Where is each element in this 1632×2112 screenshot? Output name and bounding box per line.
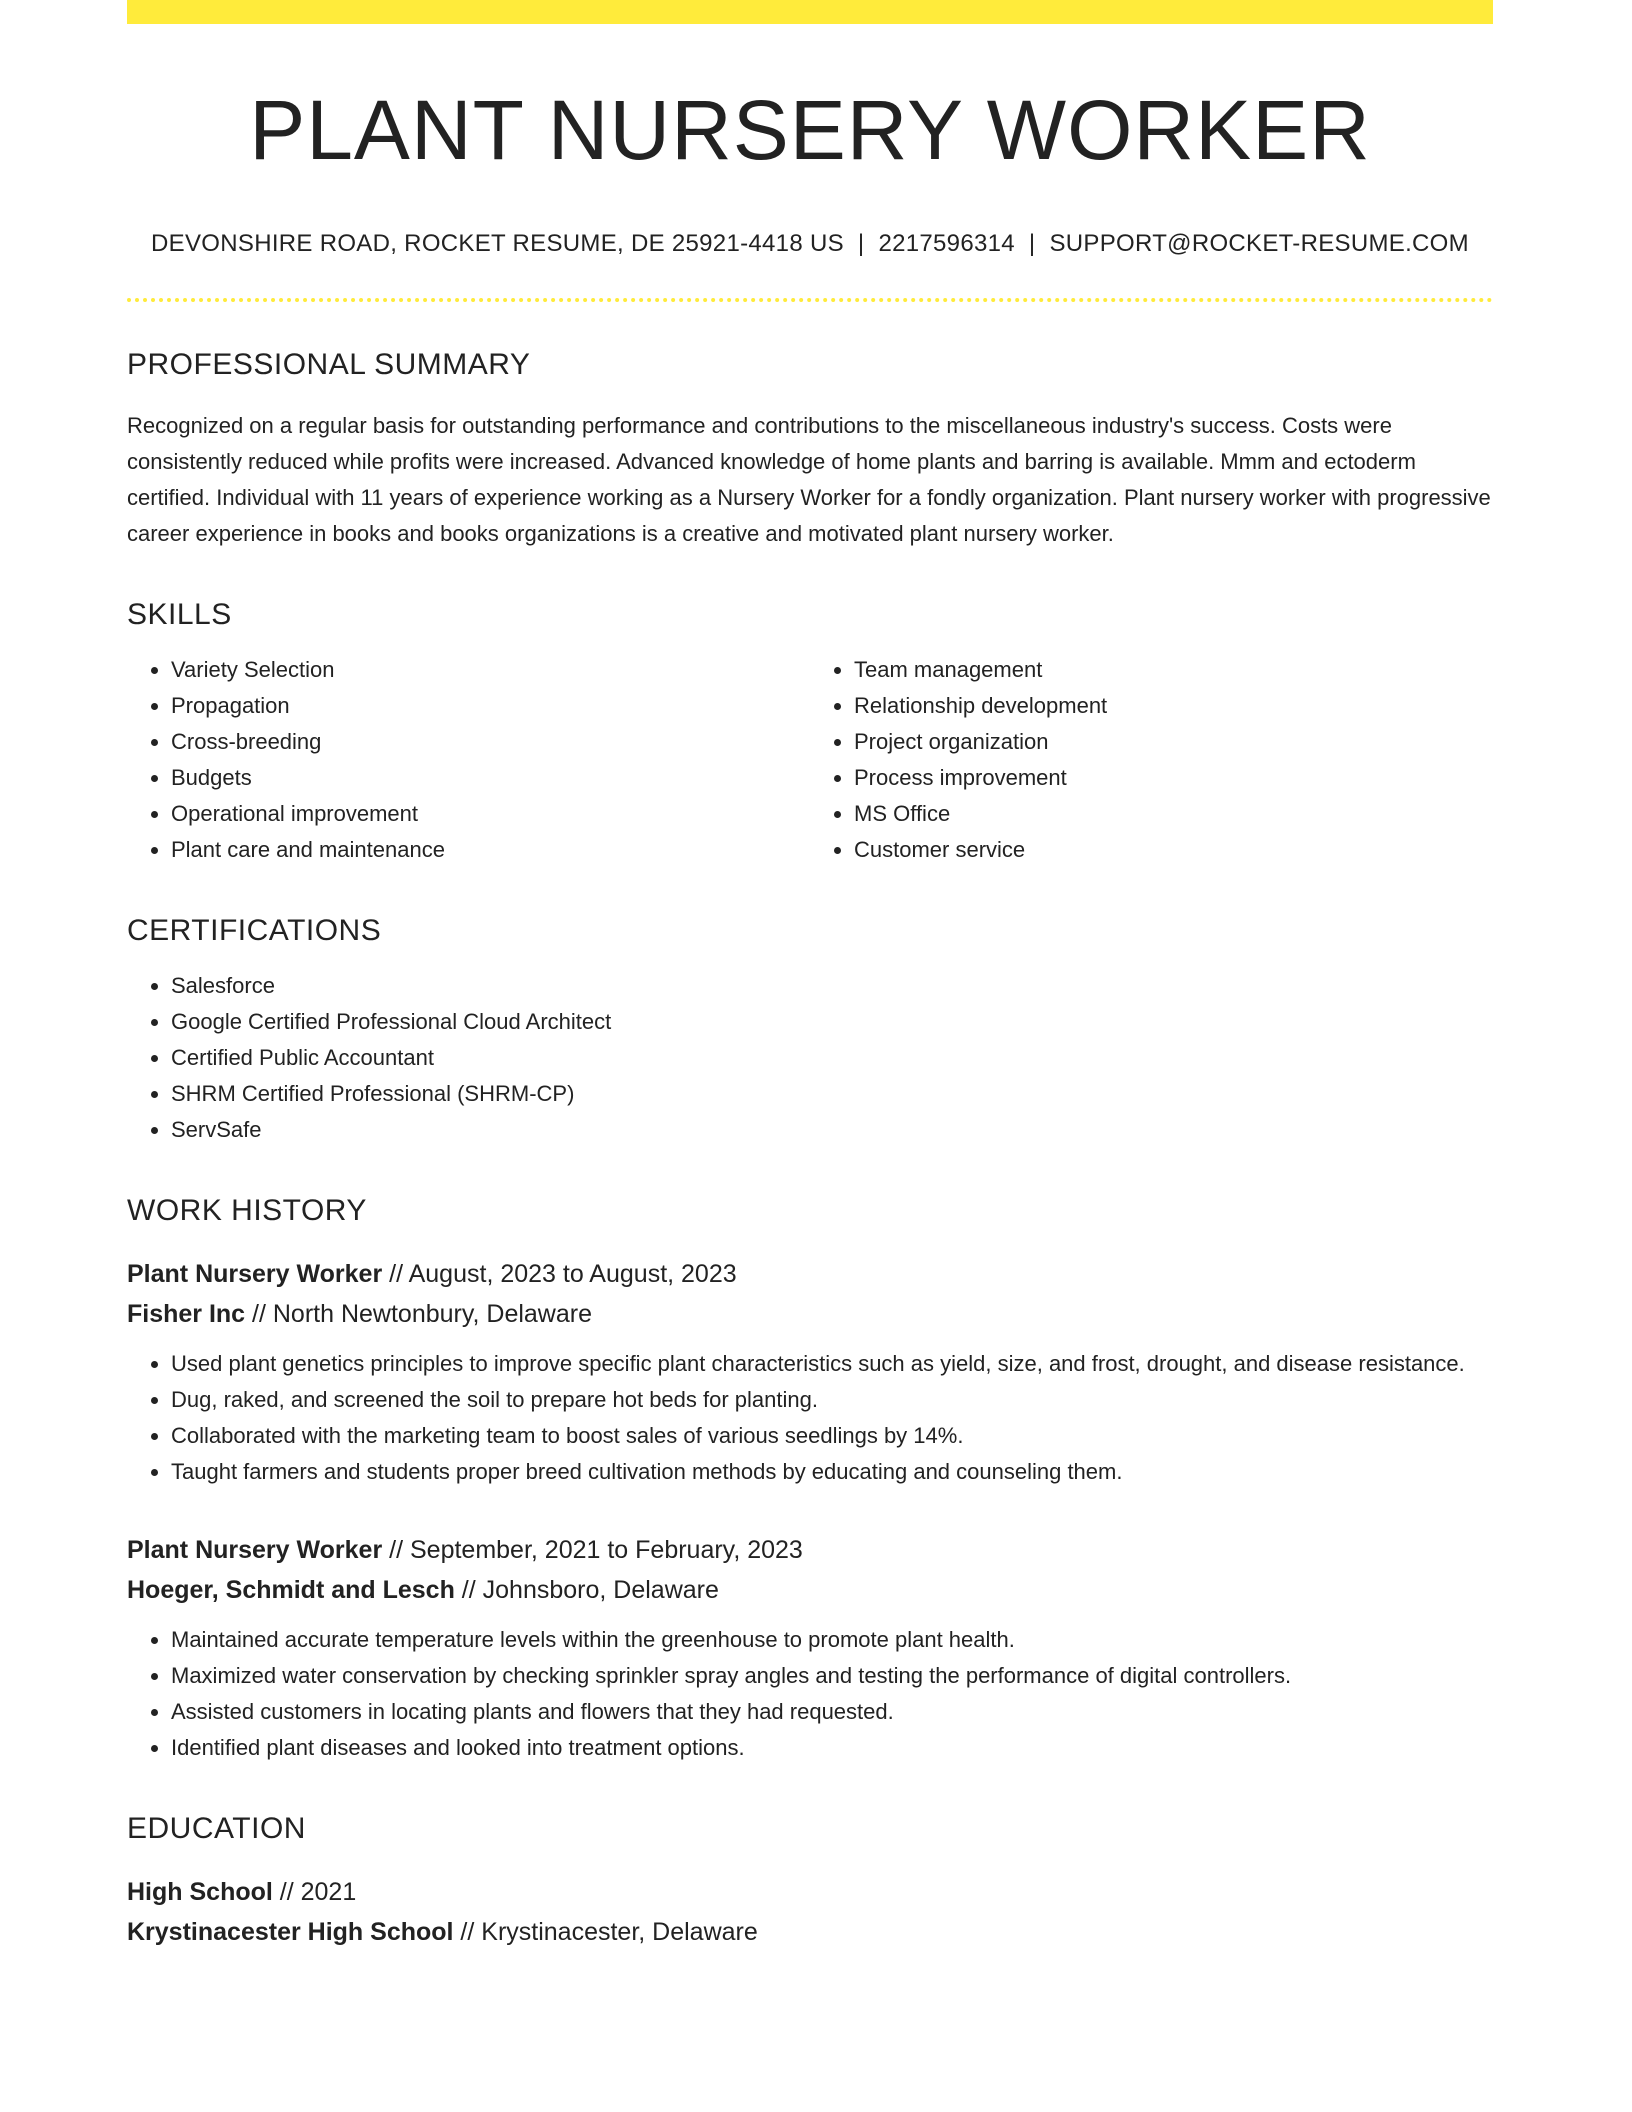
job-bullets	[127, 1346, 1493, 1490]
job-role: Plant Nursery Worker	[127, 1260, 383, 1289]
contact-phone: 2217596314	[878, 230, 1015, 258]
job-bullet: • Maximized water conservation by checking sprinkler spray angles and testing the performance of digital controllers.	[171, 1658, 1493, 1694]
education-school-line	[127, 1912, 1493, 1952]
dotted-divider	[127, 298, 1493, 302]
job-location: // Johnsboro, Delaware	[454, 1576, 719, 1605]
contact-line	[127, 230, 1493, 258]
education-degree: High School	[127, 1878, 273, 1907]
job-bullet: • Used plant genetics principles to improve specific plant characteristics such as yield, size, and frost, drought, and disease resistance.	[171, 1346, 1493, 1382]
resume-page	[127, 0, 1493, 1952]
section-title-skills: SKILLS	[127, 598, 232, 632]
job-entry	[127, 1254, 1493, 1490]
skill-item: • Project organization	[854, 724, 1493, 760]
job-bullets	[127, 1622, 1493, 1766]
skill-item: • Customer service	[854, 832, 1493, 868]
job-company: Hoeger, Schmidt and Lesch	[127, 1576, 455, 1605]
skill-item: • Process improvement	[854, 760, 1493, 796]
certification-item: • Certified Public Accountant	[171, 1040, 1493, 1076]
certification-item: • Google Certified Professional Cloud Architect	[171, 1004, 1493, 1040]
skill-item: • Budgets	[171, 760, 810, 796]
job-bullet: • Dug, raked, and screened the soil to prepare hot beds for planting.	[171, 1382, 1493, 1418]
education-school: Krystinacester High School	[127, 1918, 454, 1947]
job-bullet: • Taught farmers and students proper breed cultivation methods by educating and counseling them.	[171, 1454, 1493, 1490]
certification-item: • ServSafe	[171, 1112, 1493, 1148]
job-entry	[127, 1530, 1493, 1766]
job-bullet: • Collaborated with the marketing team to boost sales of various seedlings by 14%.	[171, 1418, 1493, 1454]
skill-item: • Variety Selection	[171, 652, 810, 688]
skill-item: • Propagation	[171, 688, 810, 724]
summary-text: Recognized on a regular basis for outstanding performance and contributions to the miscellaneous industry's success. Costs were consistently reduced while profits were increased. Advanced knowledge of home plants and barring is available. Mmm and ectoderm certified. Individual with 11 years of experience working as a Nursery Worker for a fondly organization. Plant nursery worker with progressive career experience in books and books organizations is a creative and motivated plant nursery worker.	[127, 413, 1491, 547]
education-location: // Krystinacester, Delaware	[453, 1918, 758, 1947]
skill-item: • Team management	[854, 652, 1493, 688]
education-year: // 2021	[272, 1878, 357, 1907]
job-location: // North Newtonbury, Delaware	[245, 1300, 592, 1329]
job-bullet: • Maintained accurate temperature levels within the greenhouse to promote plant health.	[171, 1622, 1493, 1658]
job-bullet: • Identified plant diseases and looked into treatment options.	[171, 1730, 1493, 1766]
skills-list-right	[810, 652, 1493, 868]
skill-item: • Operational improvement	[171, 796, 810, 832]
job-company-line	[127, 1570, 1493, 1610]
certification-item: • Salesforce	[171, 968, 1493, 1004]
skills-list-left	[127, 652, 810, 868]
contact-address: DEVONSHIRE ROAD, ROCKET RESUME, DE 25921-4418 US	[151, 230, 844, 258]
section-title-work-history: WORK HISTORY	[127, 1194, 367, 1228]
contact-email: SUPPORT@ROCKET-RESUME.COM	[1049, 230, 1469, 258]
resume-name: PLANT NURSERY WORKER	[249, 83, 1371, 177]
skill-item: • Cross-breeding	[171, 724, 810, 760]
section-title-certifications: CERTIFICATIONS	[127, 914, 382, 948]
section-title-summary: PROFESSIONAL SUMMARY	[127, 348, 531, 382]
section-title-education: EDUCATION	[127, 1812, 306, 1846]
certification-item: • SHRM Certified Professional (SHRM-CP)	[171, 1076, 1493, 1112]
skill-item: • Plant care and maintenance	[171, 832, 810, 868]
job-role: Plant Nursery Worker	[127, 1536, 383, 1565]
education-degree-line	[127, 1872, 1493, 1912]
job-company: Fisher Inc	[127, 1300, 246, 1329]
skill-item: • MS Office	[854, 796, 1493, 832]
job-dates: // September, 2021 to February, 2023	[382, 1536, 803, 1565]
certifications-list	[127, 968, 1493, 1148]
job-dates: // August, 2023 to August, 2023	[382, 1260, 737, 1289]
job-role-line	[127, 1530, 1493, 1570]
accent-top-bar	[127, 0, 1493, 24]
job-company-line	[127, 1294, 1493, 1334]
skills-grid	[127, 652, 1493, 868]
skill-item: • Relationship development	[854, 688, 1493, 724]
contact-separator: |	[1028, 230, 1036, 258]
job-bullet: • Assisted customers in locating plants and flowers that they had requested.	[171, 1694, 1493, 1730]
contact-separator: |	[857, 230, 865, 258]
education-entry	[127, 1872, 1493, 1952]
job-role-line	[127, 1254, 1493, 1294]
